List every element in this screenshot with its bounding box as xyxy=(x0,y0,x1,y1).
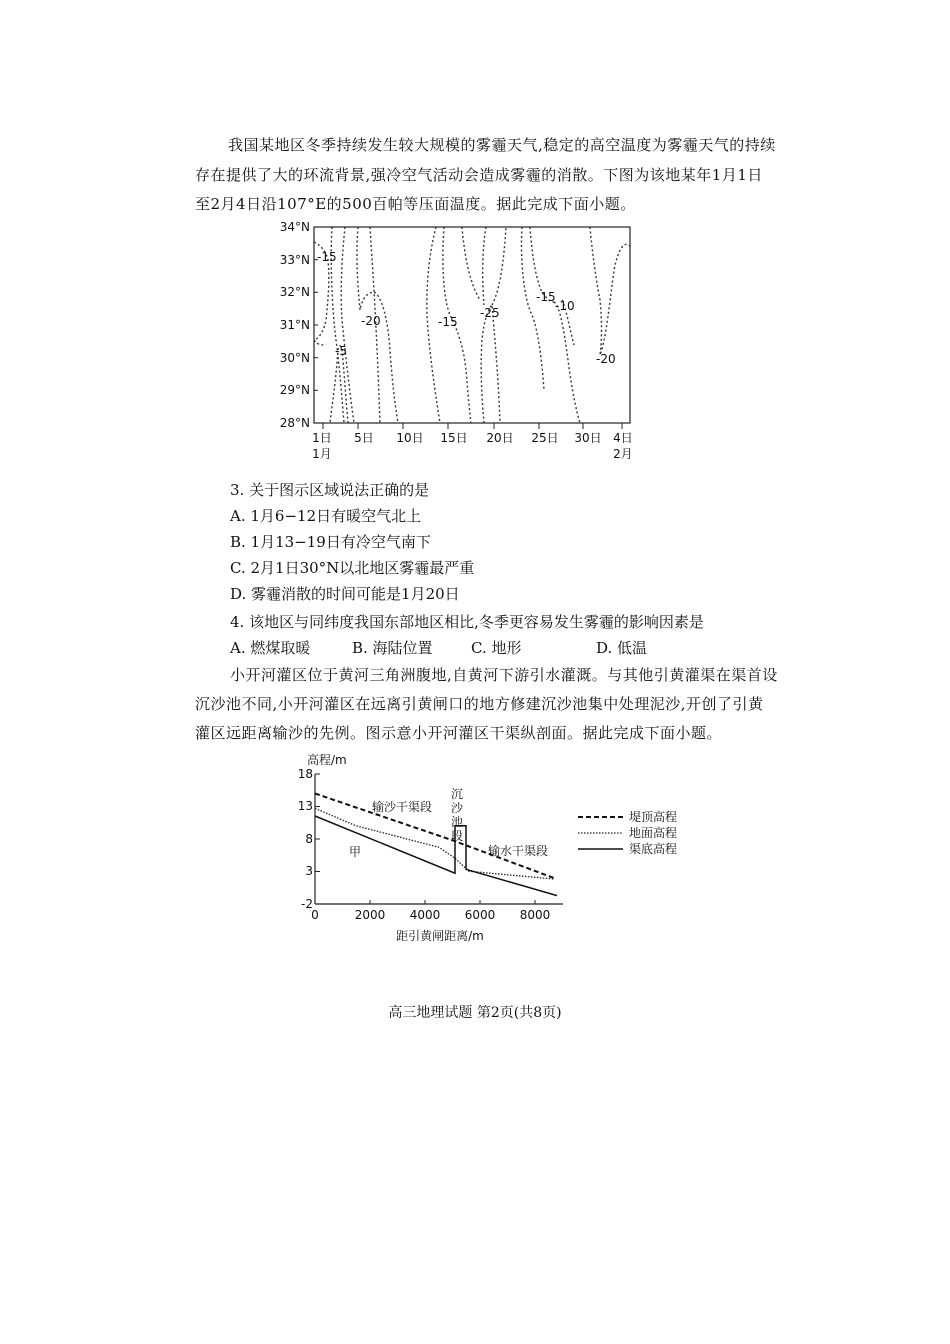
q4-option-c[interactable]: C. 地形 xyxy=(471,639,522,657)
x-tick-label: 8000 xyxy=(519,908,551,922)
y-tick-label: 30°N xyxy=(279,351,310,365)
y-tick-label: 8 xyxy=(305,832,313,846)
x-tick-label: 30日 xyxy=(574,431,602,445)
y-tick-label: 29°N xyxy=(279,383,310,397)
x-tick-label: 6000 xyxy=(464,908,496,922)
x-tick-label: 15日 xyxy=(440,431,468,445)
label-pool-section xyxy=(451,787,464,843)
y-ticks xyxy=(298,767,320,911)
passage1-line2: 存在提供了大的环流背景,强冷空气活动会造成雾霾的消散。下图为该地某年1月1日 xyxy=(195,166,763,184)
x-tick-label: 0 xyxy=(311,908,319,922)
contour-label: -20 xyxy=(596,352,616,366)
contour-label: -15 xyxy=(317,250,337,264)
q3-option-a[interactable]: A. 1月6−12日有暖空气北上 xyxy=(230,507,422,525)
contour-label: -5 xyxy=(335,344,347,358)
q4-stem: 4. 该地区与同纬度我国东部地区相比,冬季更容易发生雾霾的影响因素是 xyxy=(230,613,704,631)
y-tick-label: 34°N xyxy=(279,220,310,234)
q4-option-a[interactable]: A. 燃煤取暖 xyxy=(230,639,311,657)
temperature-contour-chart xyxy=(270,220,690,465)
y-tick-label: -2 xyxy=(301,897,313,911)
label-pool-char: 沉 xyxy=(451,787,464,801)
x-tick-label: 20日 xyxy=(486,431,514,445)
y-tick-label: 31°N xyxy=(279,318,310,332)
label-pool-char: 沙 xyxy=(451,801,464,815)
x-tick-label: 25日 xyxy=(531,431,559,445)
legend-dike: 堤顶高程 xyxy=(629,810,678,824)
contour-label: -15 xyxy=(536,290,556,304)
x-tick-label: 10日 xyxy=(396,431,424,445)
passage2-line2: 沉沙池不同,小开河灌区在远离引黄闸口的地方修建沉沙池集中处理泥沙,开创了引黄 xyxy=(195,695,764,713)
y-axis xyxy=(280,220,318,430)
y-tick-label: 28°N xyxy=(279,416,310,430)
y-tick-label: 32°N xyxy=(279,285,310,299)
y-tick-label: 3 xyxy=(305,864,313,878)
contour-label: -10 xyxy=(555,299,575,313)
q3-option-c[interactable]: C. 2月1日30°N以北地区雾霾最严重 xyxy=(230,559,475,577)
y-tick-label: 18 xyxy=(297,767,313,781)
passage1-line3: 至2月4日沿107°E的500百帕等压面温度。据此完成下面小题。 xyxy=(195,195,636,213)
contour-label: -15 xyxy=(438,315,458,329)
x-sub-label-jan: 1月 xyxy=(312,447,332,461)
legend-ground: 地面高程 xyxy=(629,826,678,840)
y-tick-label: 33°N xyxy=(279,253,310,267)
page-footer: 高三地理试题 第2页(共8页) xyxy=(388,1005,562,1021)
legend-bottom: 渠底高程 xyxy=(629,842,678,856)
q4-option-b[interactable]: B. 海陆位置 xyxy=(352,639,433,657)
label-pool-char: 段 xyxy=(451,829,464,843)
y-tick-label: 13 xyxy=(297,799,313,813)
canal-profile-chart xyxy=(285,752,715,952)
q3-option-b[interactable]: B. 1月13−19日有冷空气南下 xyxy=(230,533,431,551)
label-sand-section: 输沙干渠段 xyxy=(372,800,433,814)
passage2-line3: 灌区远距离输沙的先例。图示意小开河灌区干渠纵剖面。据此完成下面小题。 xyxy=(195,724,723,742)
passage2-line1: 小开河灌区位于黄河三角洲腹地,自黄河下游引水灌溉。与其他引黄灌渠在渠首设 xyxy=(230,666,778,684)
q4-option-d[interactable]: D. 低温 xyxy=(596,639,648,657)
q3-option-d[interactable]: D. 雾霾消散的时间可能是1月20日 xyxy=(230,585,460,603)
x-tick-label: 4000 xyxy=(409,908,441,922)
q3-stem: 3. 关于图示区域说法正确的是 xyxy=(230,481,430,499)
x-tick-label: 2000 xyxy=(354,908,386,922)
label-pool-char: 池 xyxy=(451,815,464,829)
label-water-section: 输水干渠段 xyxy=(488,844,549,858)
contour-label: -25 xyxy=(480,306,500,320)
label-jia: 甲 xyxy=(349,845,362,859)
legend xyxy=(578,809,677,856)
passage1-line1: 我国某地区冬季持续发生较大规模的雾霾天气,稳定的高空温度为雾霾天气的持续 xyxy=(228,136,776,154)
x-axis xyxy=(312,423,633,461)
x-axis-title: 距引黄闸距离/m xyxy=(396,929,484,943)
x-tick-label: 4日 xyxy=(613,431,633,445)
contour-label: -20 xyxy=(361,314,381,328)
contour-labels xyxy=(317,250,616,366)
x-tick-label: 5日 xyxy=(354,431,374,445)
x-tick-label: 1日 xyxy=(312,431,332,445)
x-ticks xyxy=(311,900,550,922)
y-axis-title: 高程/m xyxy=(307,753,347,767)
x-sub-label-feb: 2月 xyxy=(613,447,633,461)
